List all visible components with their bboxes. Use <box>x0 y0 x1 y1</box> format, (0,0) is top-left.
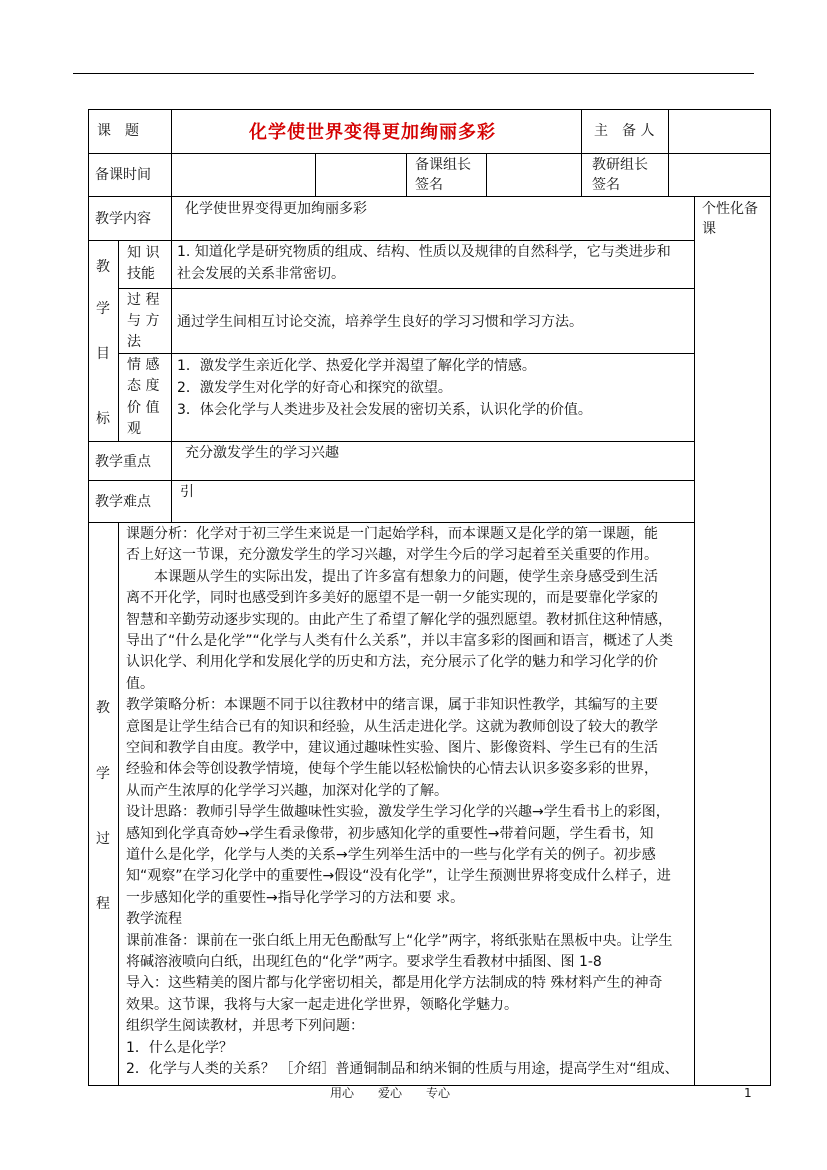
knowledge-label: 技能 <box>127 266 155 282</box>
emotion-label: 观 <box>127 421 141 437</box>
process-line: 离不开化学，同时也感受到许多美好的愿望不是一朝一夕能实现的，而是要靠化学家的 <box>126 590 658 607</box>
table-line <box>118 353 694 354</box>
process-label: 过 程 <box>127 292 160 308</box>
footer-motto: 用心 爱心 专心 <box>330 1086 451 1100</box>
emotion-text: 3．体会化学与人类进步及社会发展的密切关系，认识化学的价值。 <box>177 402 592 418</box>
difficulty-value: 引 <box>180 484 194 500</box>
content-value: 化学使世界变得更加绚丽多彩 <box>185 201 367 217</box>
content-label: 教学内容 <box>95 211 151 227</box>
process-line: 从而产生浓厚的化学学习兴趣，加深对化学的了解。 <box>126 782 448 799</box>
group-leader-label: 备课组长 <box>415 157 471 173</box>
process-section-label-char: 学 <box>96 766 110 782</box>
table-line <box>406 153 407 196</box>
table-line <box>668 109 669 196</box>
table-line <box>171 441 172 522</box>
process-line: 效果。这节课，我将与大家一起走进化学世界，领略化学魅力。 <box>126 996 518 1013</box>
process-line: 2．化学与人类的关系？ ［介绍］普通铜制品和纳米铜的性质与用途，提高学生对“组成、 <box>126 1061 679 1077</box>
research-leader-sign-label: 签名 <box>592 177 620 193</box>
objectives-label-char: 教 <box>96 259 110 275</box>
difficulty-label: 教学难点 <box>95 494 151 510</box>
table-line <box>88 196 771 197</box>
process-line: 道什么是化学，化学与人类的关系→学生列举生活中的一些与化学有关的例子。初步感 <box>126 847 656 863</box>
process-line: 教学策略分析：本课题不同于以往教材中的绪言课，属于非知识性教学，其编写的主要 <box>126 697 658 714</box>
process-line: 否上好这一节课，充分激发学生的学习兴趣，对学生今后的学习起着至关重要的作用。 <box>126 547 658 564</box>
process-section-label-char: 教 <box>96 700 110 716</box>
page-title: 化学使世界变得更加绚丽多彩 <box>249 122 496 143</box>
process-line: 值。 <box>126 675 154 692</box>
table-line <box>88 240 694 241</box>
personal-prep-label: 个性化备 <box>702 201 758 217</box>
process-section-label-char: 程 <box>96 896 110 912</box>
process-line: 设计思路：教师引导学生做趣味性实验，激发学生学习化学的兴趣→学生看书上的彩图， <box>126 804 670 821</box>
emotion-label: 情 感 <box>127 357 160 373</box>
process-line: 空间和教学自由度。教学中，建议通过趣味性实验、图片、影像资料、学生已有的生活 <box>126 740 658 756</box>
process-line: 一步感知化学的重要性→指导化学学习的方法和要 求。 <box>126 889 465 906</box>
table-line <box>171 240 172 441</box>
process-line: 感知到化学真奇妙→学生看录像带，初步感知化学的重要性→带着问题，学生看书，知 <box>126 825 654 842</box>
table-line <box>486 153 487 196</box>
process-line: 知“观察”在学习化学中的重要性→假设“没有化学”，让学生预测世界将变成什么样子，进 <box>126 868 671 885</box>
process-line: 组织学生阅读教材，并思考下列问题： <box>126 1018 364 1035</box>
table-line <box>118 522 119 1086</box>
course-label: 课 题 <box>97 123 139 139</box>
process-label: 法 <box>127 334 141 350</box>
table-line <box>88 480 694 481</box>
table-line <box>315 153 316 196</box>
objectives-label-char: 目 <box>96 346 110 362</box>
table-line <box>88 441 694 442</box>
process-line: 本课题从学生的实际出发，提出了许多富有想象力的问题，使学生亲身感受到生活 <box>126 568 658 585</box>
process-line: 认识化学、利用化学和发展化学的历史和方法，充分展示了化学的魅力和学习化学的价 <box>126 654 658 671</box>
process-line: 1．什么是化学？ <box>126 1039 233 1056</box>
process-line: 智慧和辛勤劳动逐步实现的。由此产生了希望了解化学的强烈愿望。教材抓住这种情感， <box>126 611 672 628</box>
table-line <box>171 109 172 240</box>
emotion-text: 1．激发学生亲近化学、热爱化学并渴望了解化学的情感。 <box>177 358 536 374</box>
process-line: 课前准备：课前在一张白纸上用无色酚酞写上“化学”两字，将纸张贴在黑板中央。让学生 <box>126 932 673 949</box>
process-text: 通过学生间相互讨论交流，培养学生良好的学习习惯和学习方法。 <box>177 314 583 330</box>
process-line: 教学流程 <box>126 911 182 928</box>
objectives-label-char: 标 <box>96 411 110 427</box>
process-line: 导出了“什么是化学”“化学与人类有什么关系”，并以丰富多彩的图画和语言，概述了人类 <box>126 633 674 649</box>
key-point-value: 充分激发学生的学习兴趣 <box>185 445 339 461</box>
objectives-label-char: 学 <box>96 301 110 317</box>
knowledge-label: 知 识 <box>127 245 160 261</box>
time-label: 备课时间 <box>95 167 151 183</box>
emotion-text: 2．激发学生对化学的好奇心和探究的欲望。 <box>177 380 452 396</box>
table-line <box>118 240 119 441</box>
table-border-right <box>770 109 771 1086</box>
group-leader-sign-label: 签名 <box>415 177 443 193</box>
page-number: 1 <box>744 1086 752 1100</box>
key-point-label: 教学重点 <box>95 454 151 470</box>
knowledge-text: 社会发展的关系非常密切。 <box>177 266 345 282</box>
process-line: 课题分析：化学对于初三学生来说是一门起始学科，而本课题又是化学的第一课题，能 <box>126 526 658 542</box>
table-line <box>694 196 695 1086</box>
emotion-label: 价 值 <box>127 400 160 416</box>
table-line <box>581 109 582 196</box>
process-label: 与 方 <box>127 313 160 329</box>
table-line <box>88 522 694 523</box>
process-line: 将碱溶液喷向白纸，出现红色的“化学”两字。要求学生看教材中插图、图 1-8 <box>126 954 602 970</box>
process-line: 经验和体会等创设教学情境，使每个学生能以轻松愉快的心情去认识多姿多彩的世界， <box>126 761 658 778</box>
process-line: 导入：这些精美的图片都与化学密切相关，都是用化学方法制成的特 殊材料产生的神奇 <box>126 975 663 992</box>
table-line <box>118 288 694 289</box>
process-line: 意图是让学生结合已有的知识和经验，从生活走进化学。这就为教师创设了较大的教学 <box>126 718 658 735</box>
table-border-left <box>88 109 89 1086</box>
knowledge-text: 1. 知道化学是研究物质的组成、结构、性质以及规律的自然科学，它与类进步和 <box>177 244 671 260</box>
research-leader-label: 教研组长 <box>592 157 648 173</box>
emotion-label: 态 度 <box>127 378 160 394</box>
preparer-label: 主 备 人 <box>594 123 655 139</box>
personal-prep-label-2: 课 <box>702 221 716 237</box>
process-section-label-char: 过 <box>96 831 110 847</box>
